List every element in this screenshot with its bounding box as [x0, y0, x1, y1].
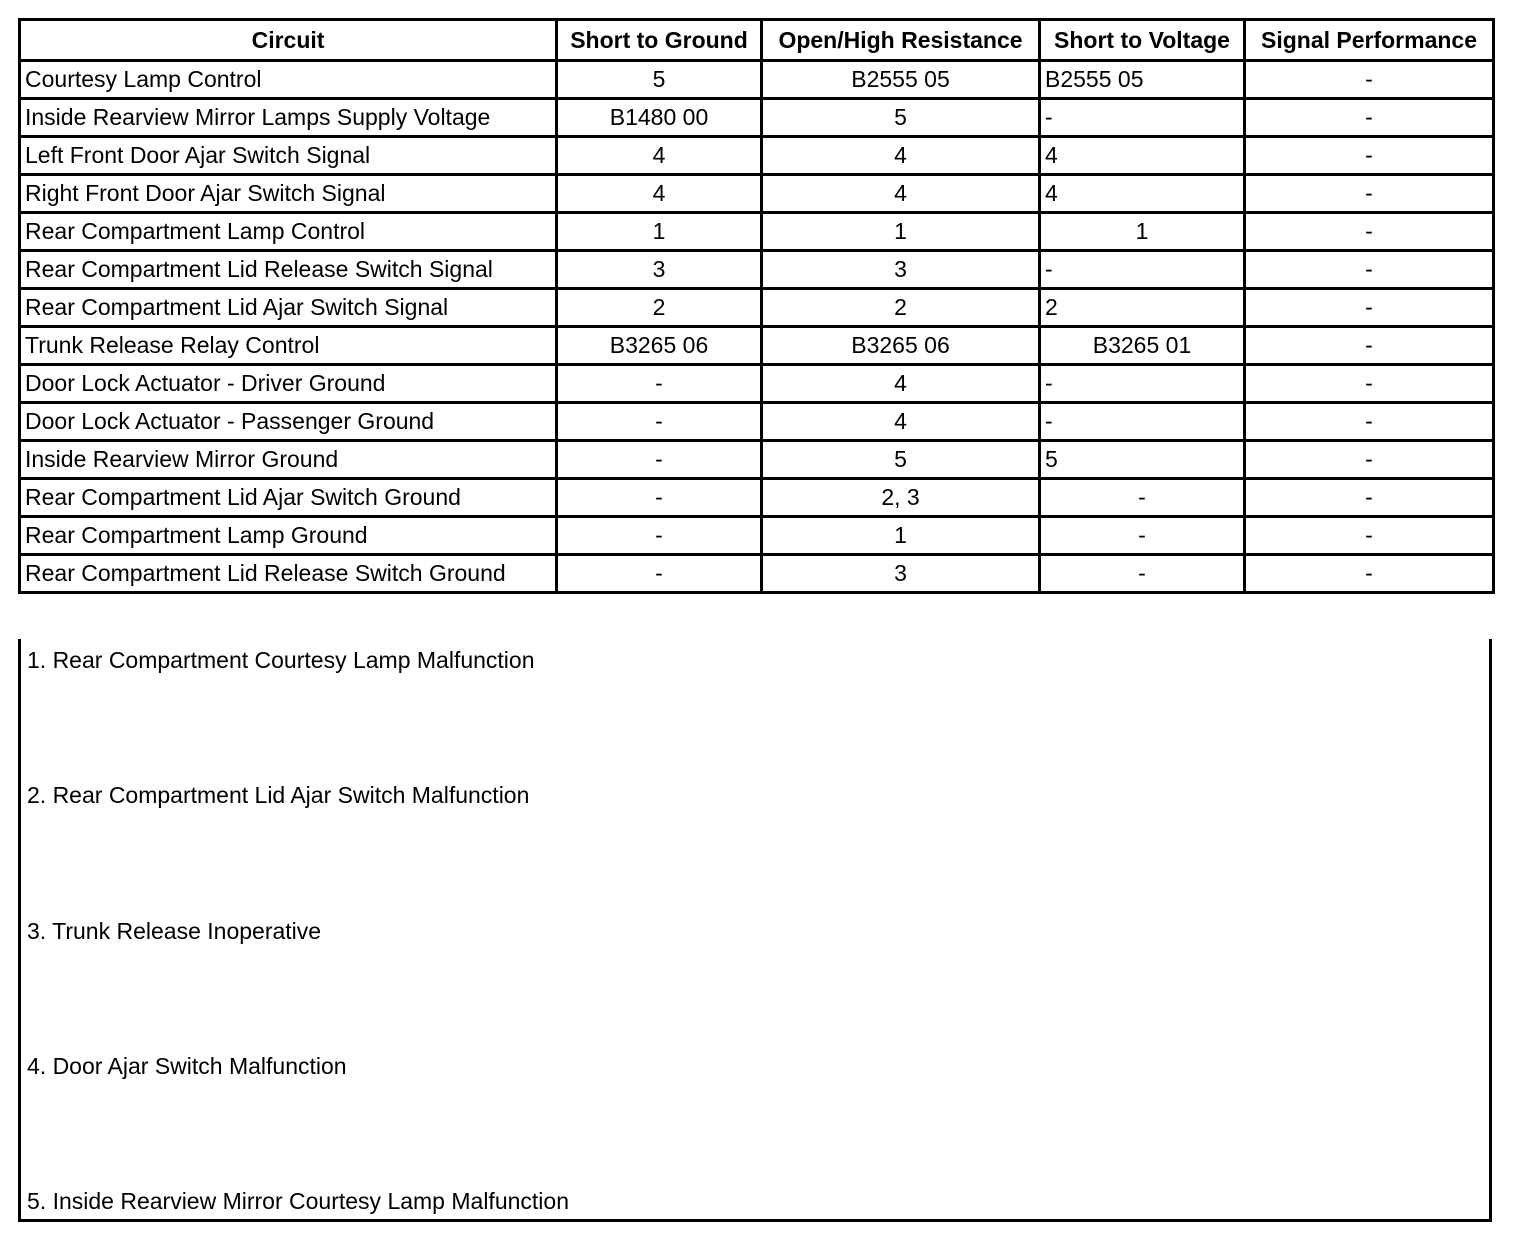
fault-cell: -: [1245, 403, 1494, 441]
table-row: [20, 327, 1494, 365]
footnote: 1. Rear Compartment Courtesy Lamp Malfunction: [27, 647, 535, 673]
column-header: Circuit: [20, 20, 557, 61]
fault-cell: 1: [762, 213, 1040, 251]
fault-cell: -: [1245, 479, 1494, 517]
fault-cell: 5: [557, 61, 762, 99]
fault-cell: 5: [762, 441, 1040, 479]
fault-cell: -: [557, 365, 762, 403]
fault-cell: -: [1245, 213, 1494, 251]
fault-cell: 4: [1040, 137, 1245, 175]
column-header: Signal Performance: [1245, 20, 1494, 61]
column-header: Short to Ground: [557, 20, 762, 61]
circuit-name-cell: Inside Rearview Mirror Lamps Supply Voltage: [20, 99, 557, 137]
fault-cell: 4: [1040, 175, 1245, 213]
fault-cell: 1: [1040, 213, 1245, 251]
footnote: 4. Door Ajar Switch Malfunction: [27, 1052, 347, 1079]
fault-cell: 4: [557, 175, 762, 213]
fault-cell: B2555 05: [1040, 61, 1245, 99]
fault-cell: 2: [1040, 289, 1245, 327]
circuit-name-cell: Inside Rearview Mirror Ground: [20, 441, 557, 479]
table-row: [20, 175, 1494, 213]
fault-cell: -: [1245, 289, 1494, 327]
fault-cell: 2, 3: [762, 479, 1040, 517]
table-row: [20, 441, 1494, 479]
fault-cell: -: [1040, 479, 1245, 517]
fault-cell: -: [1040, 251, 1245, 289]
fault-cell: 2: [557, 289, 762, 327]
fault-cell: B2555 05: [762, 61, 1040, 99]
fault-cell: 1: [762, 517, 1040, 555]
fault-cell: -: [1040, 365, 1245, 403]
table-row: [20, 403, 1494, 441]
table-row: [20, 479, 1494, 517]
circuit-name-cell: Rear Compartment Lid Ajar Switch Signal: [20, 289, 557, 327]
fault-cell: -: [1245, 365, 1494, 403]
fault-cell: -: [1040, 403, 1245, 441]
fault-cell: B1480 00: [557, 99, 762, 137]
table-row: [20, 517, 1494, 555]
footnote: 2. Rear Compartment Lid Ajar Switch Malfunction: [27, 782, 530, 809]
fault-cell: B3265 06: [762, 327, 1040, 365]
circuit-name-cell: Right Front Door Ajar Switch Signal: [20, 175, 557, 213]
fault-cell: 4: [557, 137, 762, 175]
circuit-name-cell: Rear Compartment Lid Release Switch Signal: [20, 251, 557, 289]
table-row: [20, 251, 1494, 289]
fault-cell: -: [1040, 555, 1245, 593]
fault-cell: -: [1245, 175, 1494, 213]
fault-cell: B3265 06: [557, 327, 762, 365]
fault-cell: -: [1245, 99, 1494, 137]
fault-cell: -: [557, 403, 762, 441]
notes-section: [18, 639, 1492, 1222]
circuit-name-cell: Left Front Door Ajar Switch Signal: [20, 137, 557, 175]
fault-cell: -: [1245, 441, 1494, 479]
circuit-name-cell: Rear Compartment Lid Ajar Switch Ground: [20, 479, 557, 517]
circuit-name-cell: Trunk Release Relay Control: [20, 327, 557, 365]
fault-cell: 3: [762, 251, 1040, 289]
fault-cell: 3: [762, 555, 1040, 593]
fault-cell: 3: [557, 251, 762, 289]
circuit-fault-table: [18, 18, 1495, 594]
fault-cell: -: [1040, 99, 1245, 137]
fault-cell: 4: [762, 365, 1040, 403]
footnote: 3. Trunk Release Inoperative: [27, 917, 322, 944]
fault-cell: 5: [762, 99, 1040, 137]
table-row: [20, 555, 1494, 593]
fault-cell: -: [557, 441, 762, 479]
fault-cell: B3265 01: [1040, 327, 1245, 365]
circuit-name-cell: Rear Compartment Lamp Control: [20, 213, 557, 251]
fault-cell: 5: [1040, 441, 1245, 479]
table-row: [20, 213, 1494, 251]
column-header: Short to Voltage: [1040, 20, 1245, 61]
fault-cell: -: [1245, 555, 1494, 593]
table-row: [20, 137, 1494, 175]
fault-cell: 4: [762, 137, 1040, 175]
footnote: 5. Inside Rearview Mirror Courtesy Lamp Malfunction: [27, 1188, 569, 1215]
fault-cell: -: [1245, 517, 1494, 555]
circuit-name-cell: Door Lock Actuator - Driver Ground: [20, 365, 557, 403]
circuit-name-cell: Rear Compartment Lamp Ground: [20, 517, 557, 555]
fault-cell: 4: [762, 403, 1040, 441]
circuit-name-cell: Door Lock Actuator - Passenger Ground: [20, 403, 557, 441]
fault-cell: 1: [557, 213, 762, 251]
column-header: Open/High Resistance: [762, 20, 1040, 61]
circuit-name-cell: Rear Compartment Lid Release Switch Ground: [20, 555, 557, 593]
table-row: [20, 289, 1494, 327]
fault-cell: -: [557, 555, 762, 593]
table-row: [20, 99, 1494, 137]
circuit-name-cell: Courtesy Lamp Control: [20, 61, 557, 99]
header-row: [20, 20, 1494, 61]
table-row: [20, 365, 1494, 403]
fault-cell: 2: [762, 289, 1040, 327]
fault-cell: -: [1245, 137, 1494, 175]
fault-cell: -: [557, 517, 762, 555]
fault-cell: -: [1245, 251, 1494, 289]
fault-cell: -: [1040, 517, 1245, 555]
fault-cell: 4: [762, 175, 1040, 213]
fault-cell: -: [557, 479, 762, 517]
table-row: [20, 61, 1494, 99]
fault-cell: -: [1245, 61, 1494, 99]
fault-cell: -: [1245, 327, 1494, 365]
